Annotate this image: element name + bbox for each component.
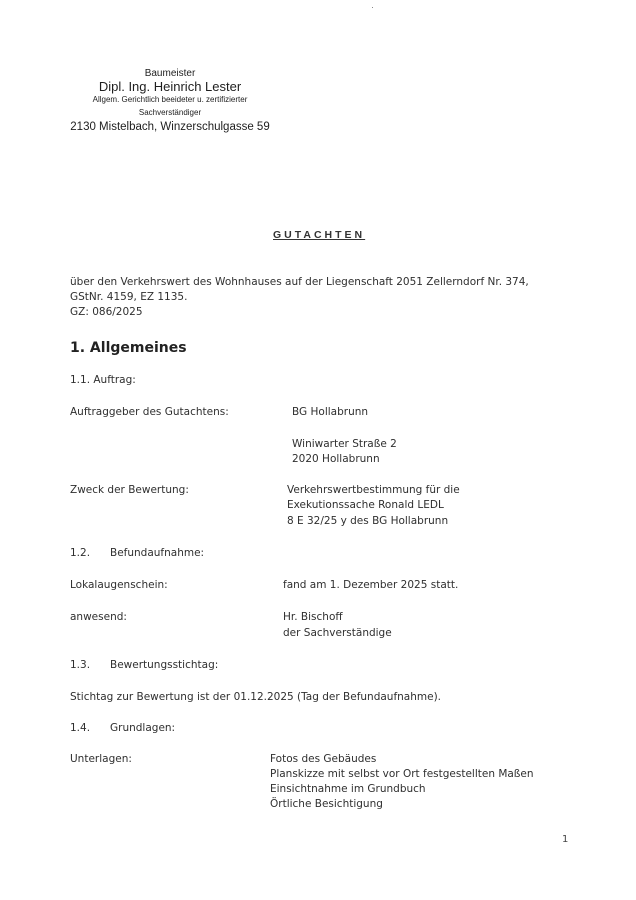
purpose-value-3: 8 E 32/25 y des BG Hollabrunn	[287, 515, 449, 527]
letterhead-qualification: Allgem. Gerichtlich beeideter u. zertifizierter	[92, 95, 248, 104]
page-number: 1	[562, 834, 569, 845]
client-value: BG Hollabrunn	[292, 406, 369, 418]
letterhead-name: Dipl. Ing. Heinrich Lester	[98, 79, 242, 94]
purpose-value-2: Exekutionssache Ronald LEDL	[287, 499, 444, 511]
documents-value-2: Planskizze mit selbst vor Ort festgestellten Maßen	[270, 768, 534, 780]
present-value-2: der Sachverständige	[283, 627, 392, 639]
subsection-number-grundlagen: 1.4.	[70, 722, 91, 734]
subsection-number-befund: 1.2.	[70, 547, 91, 559]
subsection-befundaufnahme: Befundaufnahme:	[110, 547, 205, 559]
purpose-value-1: Verkehrswertbestimmung für die	[287, 484, 460, 496]
letterhead-qualification-2: Sachverständiger	[138, 108, 202, 117]
documents-label: Unterlagen:	[70, 753, 132, 765]
intro-line-2: GStNr. 4159, EZ 1135.	[70, 291, 188, 303]
letterhead-address: 2130 Mistelbach, Winzerschulgasse 59	[70, 121, 270, 133]
client-address-city: 2020 Hollabrunn	[292, 453, 380, 465]
case-number: GZ: 086/2025	[70, 306, 143, 318]
subsection-grundlagen: Grundlagen:	[110, 722, 176, 734]
stichtag-text: Stichtag zur Bewertung ist der 01.12.2025 (Tag der Befundaufnahme).	[70, 691, 442, 703]
intro-line-1: über den Verkehrswert des Wohnhauses auf der Liegenschaft 2051 Zellerndorf Nr. 374,	[70, 276, 529, 288]
inspection-label: Lokalaugenschein:	[70, 579, 168, 591]
subsection-auftrag: 1.1. Auftrag:	[70, 374, 136, 386]
purpose-label: Zweck der Bewertung:	[70, 484, 189, 496]
present-label: anwesend:	[70, 611, 127, 623]
scan-speck	[372, 7, 373, 8]
documents-value-4: Örtliche Besichtigung	[270, 798, 383, 810]
section-heading-allgemeines: 1. Allgemeines	[70, 340, 187, 356]
subsection-bewertungsstichtag: Bewertungsstichtag:	[110, 659, 219, 671]
document-title: GUTACHTEN	[273, 229, 366, 241]
client-address-street: Winiwarter Straße 2	[292, 438, 397, 450]
present-value-1: Hr. Bischoff	[283, 611, 343, 623]
subsection-number-stichtag: 1.3.	[70, 659, 91, 671]
documents-value-1: Fotos des Gebäudes	[270, 753, 377, 765]
client-label: Auftraggeber des Gutachtens:	[70, 406, 229, 418]
documents-value-3: Einsichtnahme im Grundbuch	[270, 783, 426, 795]
inspection-value: fand am 1. Dezember 2025 statt.	[283, 579, 459, 591]
letterhead-role: Baumeister	[144, 68, 196, 79]
